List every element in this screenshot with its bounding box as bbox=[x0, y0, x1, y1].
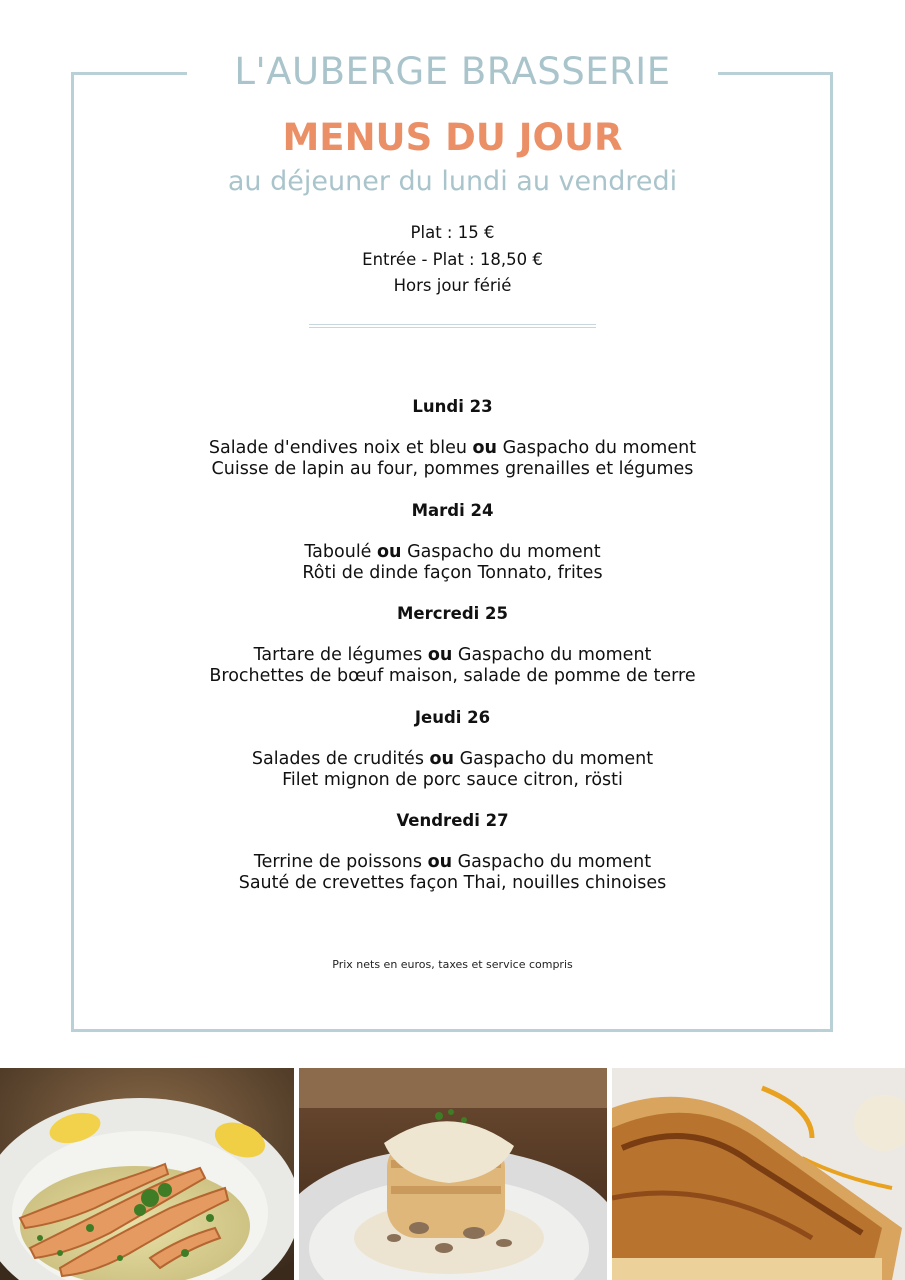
starter: Taboulé bbox=[304, 541, 372, 562]
menu-subtitle: au déjeuner du lundi au vendredi bbox=[227, 166, 678, 197]
day-name: Jeudi 26 bbox=[414, 707, 491, 727]
main-course: Sauté de crevettes façon Thai, nouilles chinoises bbox=[238, 873, 667, 893]
daily-menu-list bbox=[0, 396, 905, 914]
main-course: Brochettes de bœuf maison, salade de pomme de terre bbox=[209, 666, 696, 686]
starter-line bbox=[0, 749, 905, 770]
day-name: Lundi 23 bbox=[412, 397, 493, 416]
vol-au-vent-photo bbox=[299, 1068, 607, 1280]
starter-alt: Gaspacho du moment bbox=[457, 852, 652, 872]
apple-tart-photo bbox=[612, 1068, 905, 1280]
day-menu-tuesday bbox=[0, 500, 905, 604]
shrimp-dish-photo bbox=[0, 1068, 294, 1280]
starter-line bbox=[0, 645, 905, 666]
starter: Tartare de légumes bbox=[253, 645, 423, 665]
food-photo-strip bbox=[0, 1068, 905, 1280]
connector: ou bbox=[427, 645, 453, 665]
main-course: Cuisse de lapin au four, pommes grenailles et légumes bbox=[211, 459, 694, 479]
restaurant-name: L'AUBERGE BRASSERIE bbox=[234, 50, 671, 93]
day-name: Mardi 24 bbox=[411, 500, 494, 520]
starter-line bbox=[0, 542, 905, 563]
day-name: Mercredi 25 bbox=[396, 604, 509, 623]
starter-line bbox=[0, 852, 905, 873]
starter: Salade d'endives noix et bleu bbox=[208, 438, 467, 458]
connector: ou bbox=[472, 438, 497, 458]
day-menu-thursday bbox=[0, 707, 905, 811]
day-name: Vendredi 27 bbox=[396, 811, 509, 830]
starter: Salades de crudités bbox=[251, 748, 424, 769]
price-block bbox=[0, 220, 905, 300]
day-menu-monday bbox=[0, 396, 905, 500]
price-entree-plat: Entrée - Plat : 18,50 € bbox=[362, 249, 543, 269]
divider-line-bottom bbox=[309, 327, 596, 328]
starter-alt: Gaspacho du moment bbox=[459, 748, 654, 769]
price-footnote: Prix nets en euros, taxes et service compris bbox=[332, 958, 573, 971]
starter-alt: Gaspacho du moment bbox=[457, 645, 652, 665]
main-course: Rôti de dinde façon Tonnato, frites bbox=[302, 562, 603, 583]
day-menu-wednesday bbox=[0, 603, 905, 707]
starter-alt: Gaspacho du moment bbox=[502, 438, 697, 458]
main-course: Filet mignon de porc sauce citron, rösti bbox=[282, 769, 623, 790]
starter-alt: Gaspacho du moment bbox=[407, 541, 601, 562]
menu-title: MENUS DU JOUR bbox=[282, 116, 623, 159]
connector: ou bbox=[377, 541, 402, 562]
divider-line-top bbox=[309, 324, 596, 325]
starter-line bbox=[0, 438, 905, 459]
connector: ou bbox=[429, 748, 455, 769]
price-note: Hors jour férié bbox=[393, 276, 512, 295]
price-plat: Plat : 15 € bbox=[410, 223, 495, 242]
day-menu-friday bbox=[0, 810, 905, 914]
starter: Terrine de poissons bbox=[253, 852, 422, 872]
connector: ou bbox=[427, 852, 453, 872]
